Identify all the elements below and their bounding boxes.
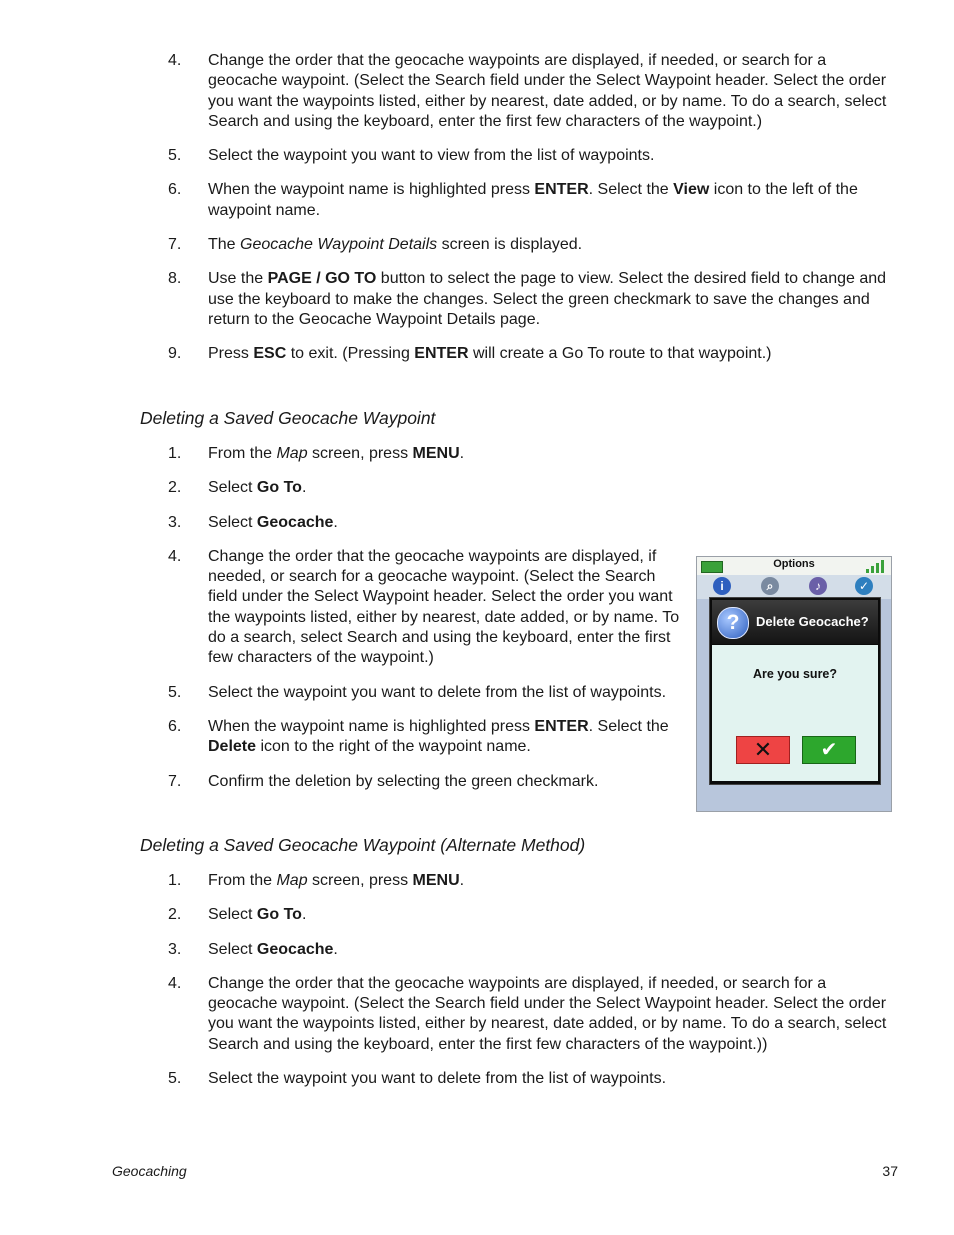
step-text: Select the waypoint you want to delete from the list of waypoints. bbox=[208, 683, 667, 701]
step-number: 4. bbox=[168, 52, 182, 69]
list-item bbox=[0, 51, 954, 132]
step-number: 5. bbox=[168, 147, 182, 165]
list-item bbox=[0, 344, 954, 364]
section-1-steps bbox=[0, 51, 954, 379]
list-item bbox=[0, 974, 954, 1055]
step-text: Select Geocache. bbox=[208, 940, 338, 958]
step-text: Select the waypoint you want to delete from the list of waypoints. bbox=[208, 1070, 667, 1088]
list-item bbox=[0, 444, 954, 464]
step-number: 7. bbox=[168, 772, 182, 790]
go-to-icon: ✓ bbox=[855, 577, 873, 595]
dialog-question: Are you sure? bbox=[752, 667, 838, 681]
list-item bbox=[0, 1069, 954, 1089]
step-number: 1. bbox=[168, 872, 182, 889]
list-item bbox=[0, 871, 954, 891]
screen-title: Options bbox=[773, 558, 815, 570]
step-text: Change the order that the geocache waypoints are displayed, if needed, or search for a geocache waypoint. (Select the Search field under the Select Waypoint header. Select the order you want the waypoints listed, either by nearest, date added, or by name. To do a search, select Search and using the keyboard, enter the first few characters of the waypoint.) bbox=[208, 547, 680, 667]
delete-dialog bbox=[709, 597, 881, 785]
dialog-body bbox=[712, 645, 878, 781]
step-text: Press ESC to exit. (Pressing ENTER will create a Go To route to that waypoint.) bbox=[208, 345, 772, 363]
question-icon: ? bbox=[717, 607, 749, 639]
list-item bbox=[0, 180, 954, 221]
list-item bbox=[0, 940, 954, 960]
step-number: 7. bbox=[168, 236, 182, 254]
confirm-button[interactable] bbox=[802, 736, 856, 764]
step-text: Select the waypoint you want to view from the list of waypoints. bbox=[208, 147, 655, 165]
step-number: 2. bbox=[168, 906, 182, 924]
step-text: When the waypoint name is highlighted press ENTER. Select the View icon to the left of the waypoint name. bbox=[208, 181, 858, 219]
list-item bbox=[0, 146, 954, 166]
step-number: 6. bbox=[168, 717, 182, 735]
dialog-header bbox=[712, 600, 878, 644]
step-text: From the Map screen, press MENU. bbox=[208, 872, 465, 889]
step-text: Change the order that the geocache waypoints are displayed, if needed, or search for a geocache waypoint. (Select the Search field under the Select Waypoint header. Select the order you want the waypoints listed, either by nearest, date added, or by name. To do a search, select Search and using the keyboard, enter the first few characters of the waypoint.)) bbox=[208, 974, 887, 1053]
step-number: 4. bbox=[168, 547, 182, 565]
step-text: Select Geocache. bbox=[208, 513, 338, 531]
step-number: 8. bbox=[168, 270, 182, 288]
list-item bbox=[0, 235, 954, 255]
search-icon: ⌕ bbox=[761, 577, 779, 595]
step-number: 3. bbox=[168, 513, 182, 531]
step-list bbox=[0, 871, 954, 1089]
step-number: 6. bbox=[168, 181, 182, 199]
checkmark-icon: ✔ bbox=[820, 739, 838, 761]
step-number: 2. bbox=[168, 479, 182, 497]
step-number: 1. bbox=[168, 445, 182, 462]
dialog-title: Delete Geocache? bbox=[756, 614, 869, 629]
section-heading-delete-alt: Deleting a Saved Geocache Waypoint (Alternate Method) bbox=[140, 835, 586, 855]
step-text: Select Go To. bbox=[208, 906, 307, 924]
menu-icon-row bbox=[697, 575, 891, 599]
x-icon: ✕ bbox=[753, 737, 773, 762]
step-text: Select Go To. bbox=[208, 479, 307, 497]
footer-section-name: Geocaching bbox=[112, 1163, 187, 1179]
page-number: 37 bbox=[882, 1163, 898, 1179]
step-text: Change the order that the geocache waypoints are displayed, if needed, or search for a geocache waypoint. (Select the Search field under the Select Waypoint header. Select the order you want the waypoints listed, either by nearest, date added, or by name. To do a search, select Search and using the keyboard, enter the first few characters of the waypoint.) bbox=[208, 52, 887, 130]
list-item bbox=[0, 905, 954, 925]
step-text: From the Map screen, press MENU. bbox=[208, 445, 465, 462]
signal-icon bbox=[866, 559, 888, 573]
step-text: The Geocache Waypoint Details screen is displayed. bbox=[208, 236, 583, 254]
step-text: When the waypoint name is highlighted press ENTER. Select the Delete icon to the right of the waypoint name. bbox=[208, 717, 669, 756]
music-icon: ♪ bbox=[809, 577, 827, 595]
section-heading-delete: Deleting a Saved Geocache Waypoint bbox=[140, 408, 436, 428]
step-number: 5. bbox=[168, 1070, 182, 1088]
status-bar bbox=[697, 557, 891, 575]
section-3-steps bbox=[0, 871, 954, 1103]
list-item bbox=[0, 269, 954, 330]
step-text: Confirm the deletion by selecting the green checkmark. bbox=[208, 772, 599, 790]
list-item bbox=[0, 478, 954, 498]
device-screenshot bbox=[696, 556, 892, 812]
list-item bbox=[0, 513, 954, 533]
step-text: Use the PAGE / GO TO button to select the page to view. Select the desired field to change and use the keyboard to make the changes. Select the green checkmark to save the changes and return to the Geocache Waypoint Details page. bbox=[208, 270, 887, 328]
step-number: 4. bbox=[168, 974, 182, 992]
step-number: 9. bbox=[168, 345, 182, 363]
step-list bbox=[0, 51, 954, 365]
cancel-button[interactable] bbox=[736, 736, 790, 764]
step-number: 5. bbox=[168, 683, 182, 701]
step-number: 3. bbox=[168, 940, 182, 958]
info-icon: i bbox=[713, 577, 731, 595]
